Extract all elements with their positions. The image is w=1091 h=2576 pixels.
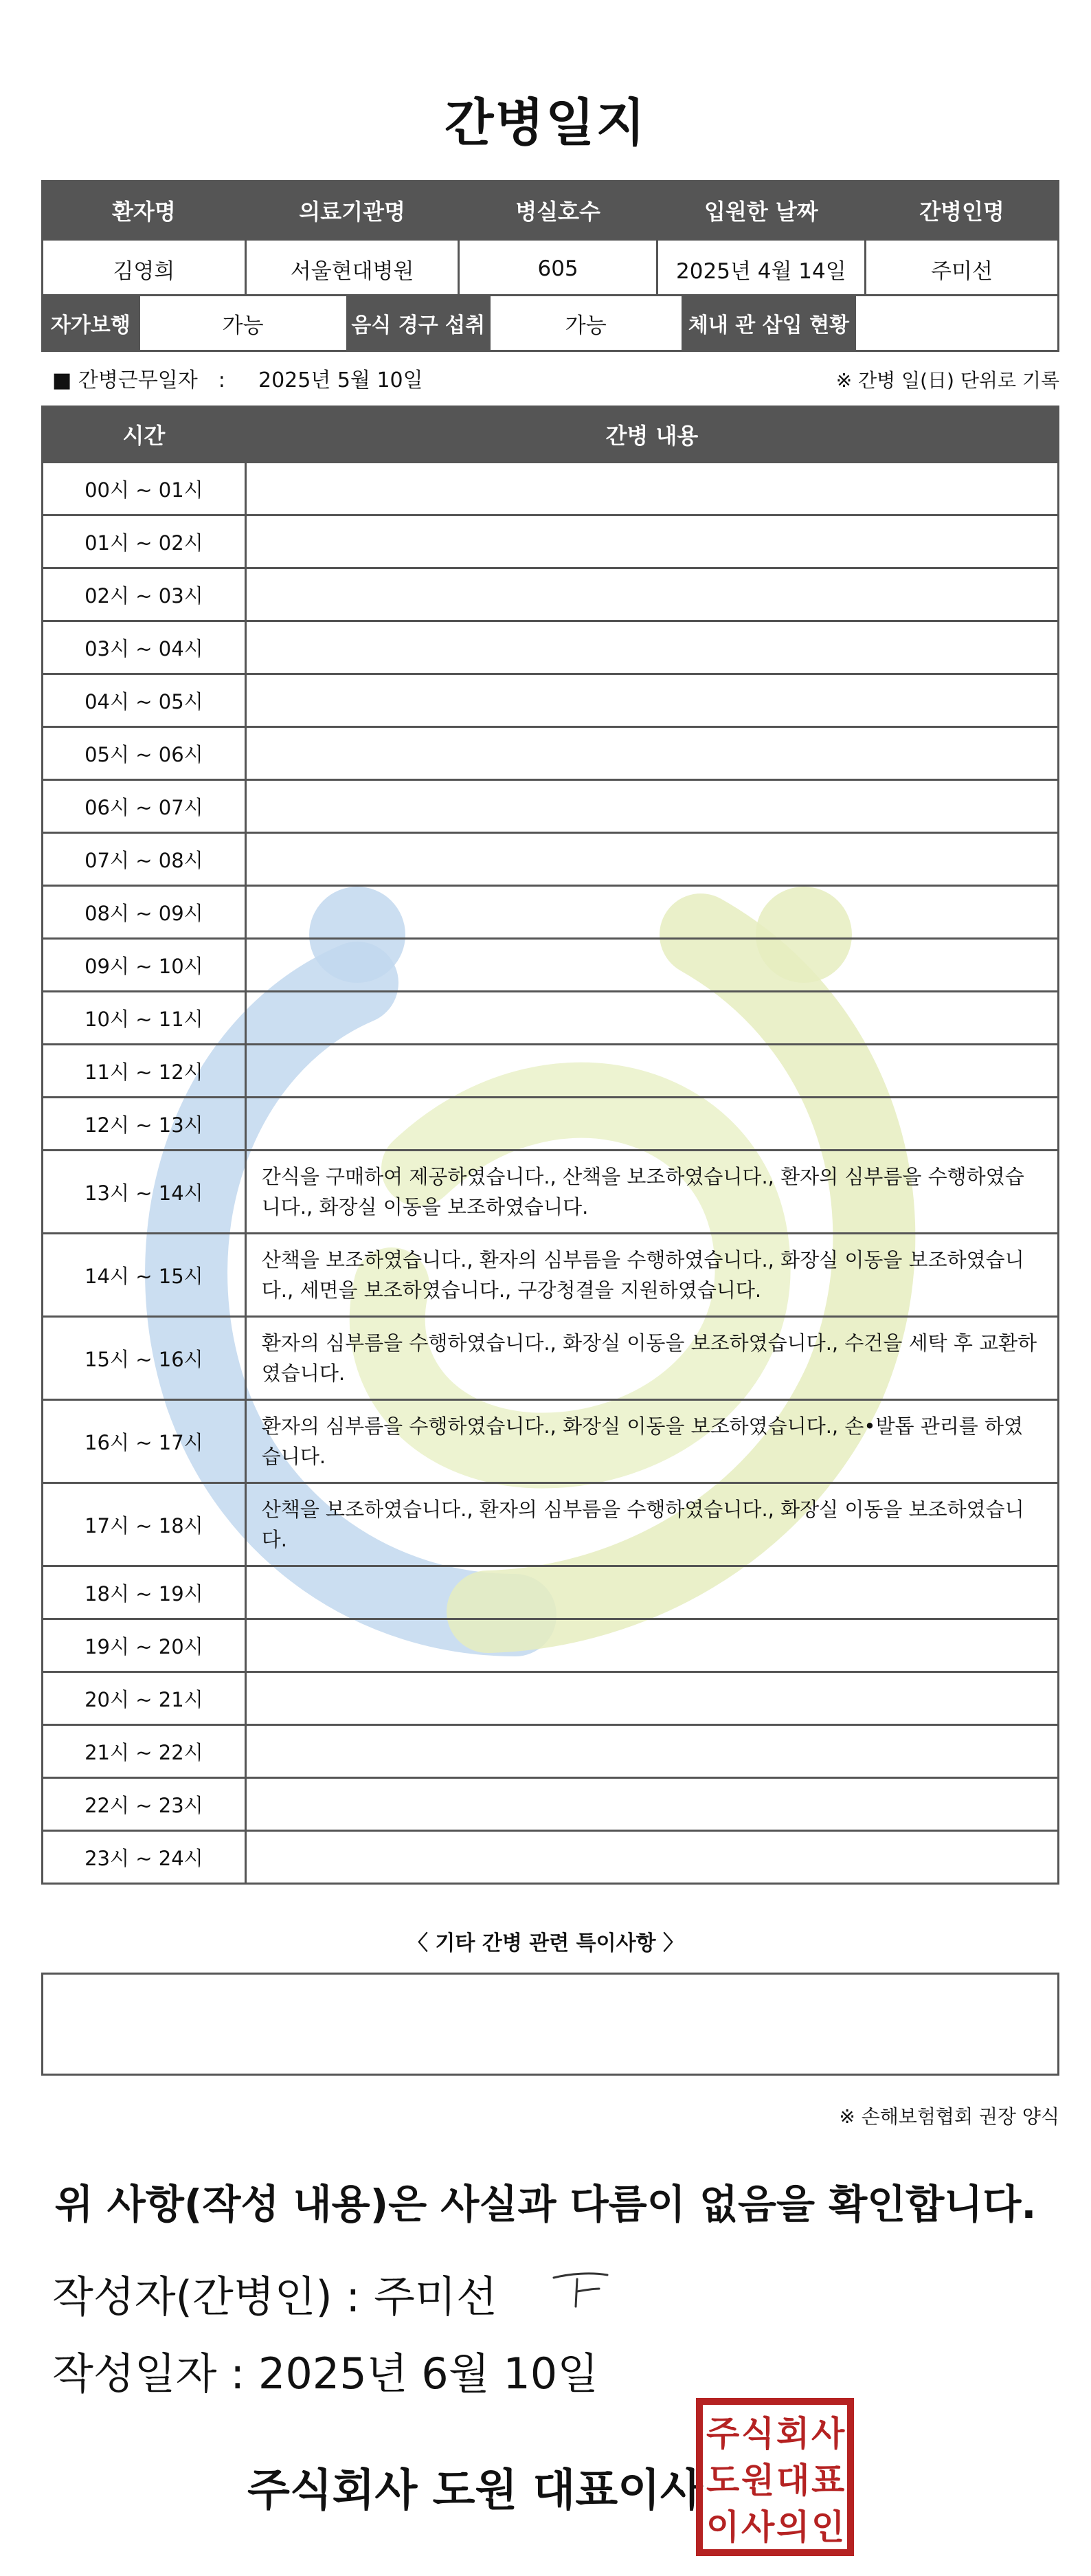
log-content-cell: [245, 568, 1058, 621]
header-care-content: 간병 내용: [245, 407, 1058, 463]
log-content-cell: [245, 1672, 1058, 1725]
log-row: [43, 886, 1059, 939]
log-row: [43, 1483, 1059, 1566]
header-room-number: 병실호수: [459, 181, 657, 240]
log-content-cell: 간식을 구매하여 제공하였습니다., 산책을 보조하였습니다., 환자의 심부름을 수행하였습니다., 화장실 이동을 보조하였습니다.: [245, 1151, 1058, 1234]
header-time: 시간: [43, 407, 246, 463]
write-date-label: 작성일자 :: [52, 2349, 245, 2399]
seal-char: 이: [706, 2507, 740, 2547]
seal-char: 대: [776, 2461, 810, 2500]
writer-line: [52, 2263, 497, 2324]
work-date-label: ■ 간병근무일자 :: [52, 368, 225, 392]
log-row: [43, 1725, 1059, 1778]
seal-char: 식: [741, 2414, 775, 2454]
log-content-cell: [245, 992, 1058, 1045]
tube-insertion-value: [855, 296, 1059, 351]
header-hospital-name: 의료기관명: [245, 181, 459, 240]
self-care-label: 자가보행: [43, 296, 139, 351]
log-row: [43, 1672, 1059, 1725]
log-row: [43, 1151, 1059, 1234]
log-content-cell: [245, 515, 1058, 568]
oral-intake-label: 음식 경구 섭취: [347, 296, 489, 351]
work-date-line: [52, 363, 1059, 397]
log-content-cell: [245, 1566, 1058, 1619]
seal-char: 도: [706, 2461, 740, 2500]
patient-name-value: 김영희: [43, 240, 246, 298]
log-row: [43, 1045, 1059, 1098]
log-time-cell: 18시 ~ 19시: [43, 1566, 246, 1619]
log-time-cell: 19시 ~ 20시: [43, 1619, 246, 1672]
log-time-cell: 22시 ~ 23시: [43, 1778, 246, 1831]
write-date-line: [52, 2340, 598, 2401]
seal-char: 의: [776, 2507, 810, 2547]
log-time-cell: 14시 ~ 15시: [43, 1234, 246, 1317]
log-time-cell: 06시 ~ 07시: [43, 780, 246, 833]
work-date-note: ※ 간병 일(日) 단위로 기록: [835, 369, 1059, 392]
log-time-cell: 02시 ~ 03시: [43, 568, 246, 621]
patient-info-table: [41, 180, 1059, 299]
log-row: [43, 1831, 1059, 1884]
log-row: [43, 1317, 1059, 1400]
write-date-value: 2025년 6월 10일: [258, 2349, 599, 2399]
seal-char: 주: [706, 2414, 740, 2454]
log-time-cell: 07시 ~ 08시: [43, 833, 246, 886]
log-row: [43, 992, 1059, 1045]
patient-status-table: [41, 294, 1059, 352]
log-row: [43, 674, 1059, 727]
hospital-name-value: 서울현대병원: [245, 240, 459, 298]
log-row: [43, 1098, 1059, 1151]
log-content-cell: [245, 833, 1058, 886]
etc-notes-box: [41, 1973, 1059, 2076]
log-row: [43, 568, 1059, 621]
seal-char: 사: [811, 2414, 845, 2454]
writer-label: 작성자(간병인) :: [52, 2272, 361, 2322]
header-patient-name: 환자명: [43, 181, 246, 240]
log-time-cell: 21시 ~ 22시: [43, 1725, 246, 1778]
log-time-cell: 05시 ~ 06시: [43, 727, 246, 780]
log-row: [43, 515, 1059, 568]
seal-char: 사: [741, 2507, 775, 2547]
log-time-cell: 13시 ~ 14시: [43, 1151, 246, 1234]
log-time-cell: 12시 ~ 13시: [43, 1098, 246, 1151]
log-row: [43, 727, 1059, 780]
log-content-cell: [245, 1619, 1058, 1672]
header-caregiver-name: 간병인명: [865, 181, 1058, 240]
seal-char: 회: [776, 2414, 810, 2454]
work-date-value: 2025년 5월 10일: [258, 368, 423, 392]
log-time-cell: 23시 ~ 24시: [43, 1831, 246, 1884]
recommend-note: ※ 손해보험협회 권장 양식: [839, 2105, 1059, 2128]
log-content-cell: 산책을 보조하였습니다., 환자의 심부름을 수행하였습니다., 화장실 이동을 보조하였습니다., 세면을 보조하였습니다., 구강청결을 지원하였습니다.: [245, 1234, 1058, 1317]
log-content-cell: [245, 939, 1058, 992]
seal-char: 원: [741, 2461, 775, 2500]
log-content-cell: [245, 886, 1058, 939]
log-content-cell: 산책을 보조하였습니다., 환자의 심부름을 수행하였습니다., 화장실 이동을 보조하였습니다.: [245, 1483, 1058, 1566]
log-content-cell: [245, 1778, 1058, 1831]
log-time-cell: 01시 ~ 02시: [43, 515, 246, 568]
log-time-cell: 09시 ~ 10시: [43, 939, 246, 992]
log-content-cell: [245, 1098, 1058, 1151]
log-time-cell: 16시 ~ 17시: [43, 1400, 246, 1483]
log-content-cell: [245, 1831, 1058, 1884]
tube-insertion-label: 체내 관 삽입 현황: [682, 296, 855, 351]
log-row: [43, 1234, 1059, 1317]
care-log-table: [41, 406, 1059, 1885]
log-content-cell: [245, 463, 1058, 515]
log-row: [43, 621, 1059, 674]
log-row: [43, 1566, 1059, 1619]
oral-intake-value: 가능: [489, 296, 682, 351]
log-time-cell: 00시 ~ 01시: [43, 463, 246, 515]
confirm-statement: 위 사항(작성 내용)은 사실과 다름이 없음을 확인합니다.: [54, 2181, 1037, 2228]
admission-date-value: 2025년 4월 14일: [657, 240, 865, 298]
room-number-value: 605: [459, 240, 657, 298]
log-time-cell: 04시 ~ 05시: [43, 674, 246, 727]
seal-char: 인: [811, 2507, 845, 2547]
log-content-cell: [245, 674, 1058, 727]
log-content-cell: [245, 1725, 1058, 1778]
log-row: [43, 1400, 1059, 1483]
header-admission-date: 입원한 날짜: [657, 181, 865, 240]
log-time-cell: 20시 ~ 21시: [43, 1672, 246, 1725]
log-time-cell: 11시 ~ 12시: [43, 1045, 246, 1098]
self-care-value: 가능: [139, 296, 347, 351]
log-content-cell: 환자의 심부름을 수행하였습니다., 화장실 이동을 보조하였습니다., 수건을 세탁 후 교환하였습니다.: [245, 1317, 1058, 1400]
log-row: [43, 833, 1059, 886]
log-time-cell: 17시 ~ 18시: [43, 1483, 246, 1566]
log-row: [43, 939, 1059, 992]
log-row: [43, 463, 1059, 515]
log-content-cell: [245, 1045, 1058, 1098]
company-seal-stamp: [695, 2397, 855, 2557]
log-row: [43, 1619, 1059, 1672]
company-representative: 주식회사 도원 대표이사: [247, 2465, 703, 2516]
log-row: [43, 1778, 1059, 1831]
writer-name: 주미선: [374, 2272, 497, 2322]
log-content-cell: 환자의 심부름을 수행하였습니다., 화장실 이동을 보조하였습니다., 손•발톱 관리를 하였습니다.: [245, 1400, 1058, 1483]
log-content-cell: [245, 780, 1058, 833]
caregiver-name-value: 주미선: [865, 240, 1058, 298]
log-time-cell: 10시 ~ 11시: [43, 992, 246, 1045]
log-time-cell: 08시 ~ 09시: [43, 886, 246, 939]
etc-section-title: 〈 기타 간병 관련 특이사항 〉: [407, 1931, 684, 1955]
log-time-cell: 15시 ~ 16시: [43, 1317, 246, 1400]
log-row: [43, 780, 1059, 833]
log-content-cell: [245, 621, 1058, 674]
handwritten-signature: [550, 2268, 611, 2309]
log-content-cell: [245, 727, 1058, 780]
seal-char: 표: [811, 2461, 845, 2500]
log-time-cell: 03시 ~ 04시: [43, 621, 246, 674]
page-title: 간병일지: [445, 93, 646, 153]
